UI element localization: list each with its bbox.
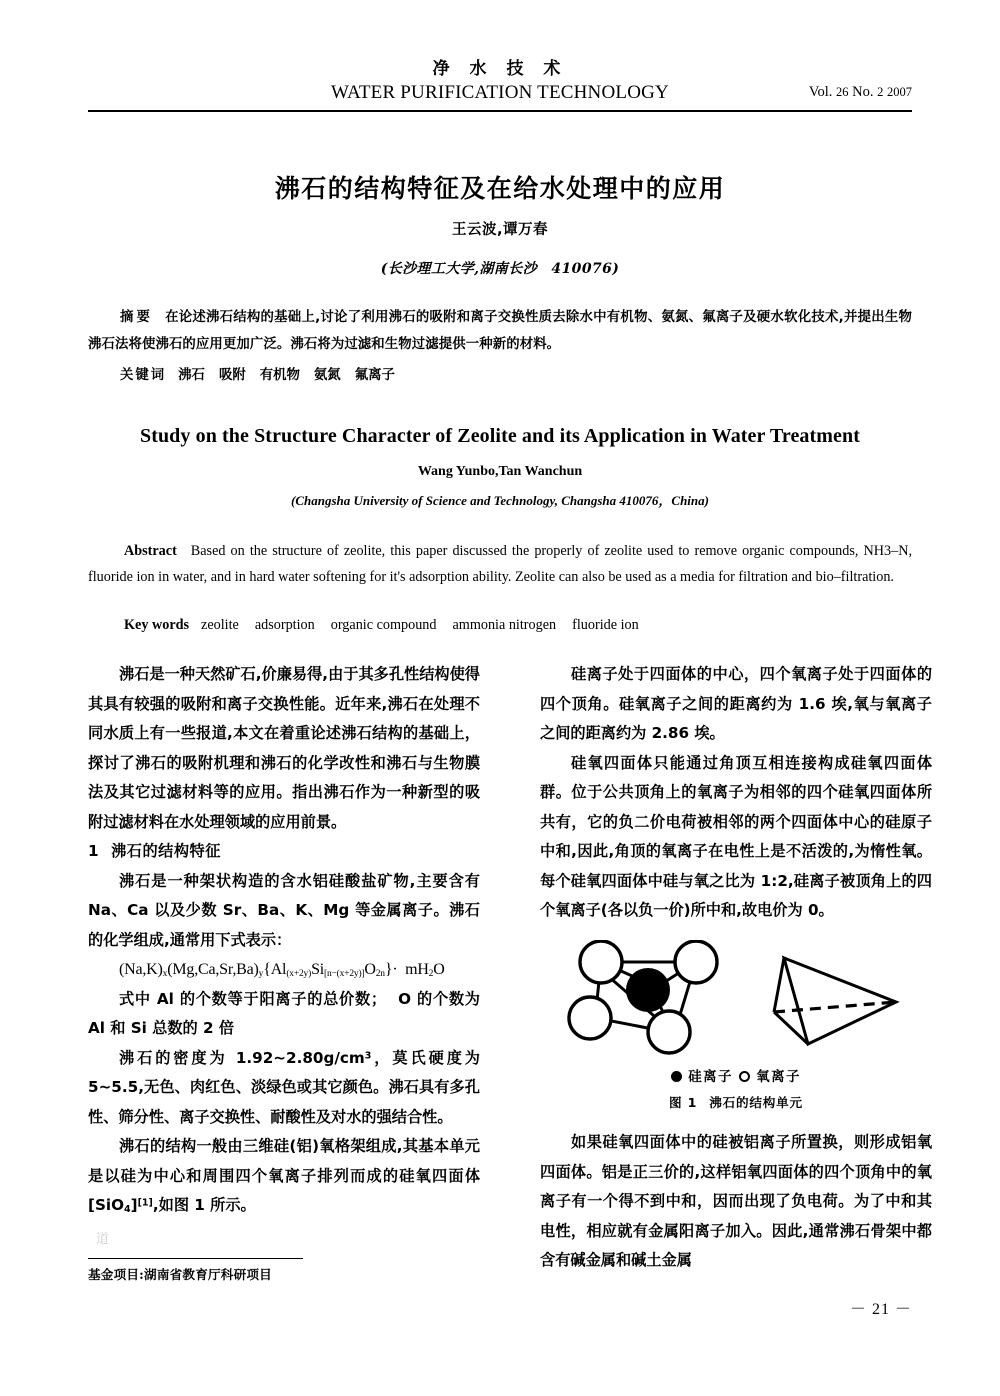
keyword-item: adsorption — [254, 617, 315, 633]
journal-name-english: WATER PURIFICATION TECHNOLOGY — [331, 82, 669, 103]
watermark-text: 道 — [96, 1232, 111, 1247]
abstract-english-label: Abstract — [124, 543, 177, 559]
abstract-english-text: Based on the structure of zeolite, this paper discussed the properly of zeolite used to remove organic compounds, NH3–N, fluoride ion in water, and in hard water softening for it's adsorption ability. Zeolite can also be used as a media for filtration and bio–filtration. — [88, 543, 912, 585]
page-number: － 21 － — [849, 1301, 912, 1318]
keyword-item: ammonia nitrogen — [452, 617, 557, 633]
footnote-divider — [88, 1258, 303, 1259]
keyword-item: zeolite — [201, 617, 239, 633]
masthead-titles — [88, 58, 912, 105]
paragraph-intro: 沸石是一种天然矿石,价廉易得,由于其多孔性结构使得其具有较强的吸附和离子交换性能。近年来,沸石在处理不同水质上有一些报道,本文在着重论述沸石结构的基础上，探讨了沸石的吸附机理和沸石的化学改性和沸石与生物膜法及其它过滤材料等的应用。指出沸石作为一种新型的吸附过滤材料在水处理领域的应用前景。 — [88, 665, 480, 831]
section-number: 1 — [88, 842, 100, 860]
keywords-english — [88, 612, 912, 638]
authors-chinese: 王云波,谭万春 — [451, 222, 548, 238]
keywords-english-label: Key words — [124, 617, 190, 633]
footnote: 基金项目:湖南省教育厅科研项目 — [88, 1267, 272, 1282]
open-circle-icon — [739, 1071, 750, 1082]
paragraph-tetrahedron-group: 硅氧四面体只能通过角顶互相连接构成硅氧四面体群。位于公共顶角上的氧离子为相邻的四个硅氧四面体所共有，它的负二价电荷被相邻的两个四面体中心的硅原子中和,因此,角顶的氧离子在电性上是不活泼的,为惰性氧。每个硅氧四面体中硅与氧之比为 1:2,硅离子被顶角上的四个氧离子(各以负一价)所中和,故电价为 0。 — [540, 753, 932, 919]
chemical-formula: $(Na,K)_x(Mg,Ca,Sr,Ba)_y\{Al_{(x+2y)}Si_{[n-(x+2y)]}O_{2n}\}\cdot mH_2O$ — [119, 961, 445, 980]
header-divider — [88, 110, 912, 112]
body-column-right-continued — [540, 1128, 932, 1276]
keyword-item: 氟离子 — [354, 368, 395, 383]
abstract-chinese — [88, 304, 912, 358]
oxygen-ion-circle — [580, 941, 622, 983]
page-title: 沸石的结构特征及在给水处理中的应用 — [274, 173, 726, 203]
issue-volume: 26 — [836, 85, 849, 99]
affiliation-english: (Changsha University of Science and Technology, Changsha 410076，China) — [291, 493, 709, 508]
legend-label-oxygen: 氧离子 — [756, 1070, 801, 1085]
figure-legend — [540, 1066, 932, 1085]
filled-circle-icon — [671, 1071, 682, 1082]
issue-no-label: No. — [852, 84, 874, 100]
abstract-chinese-label: 摘要 — [120, 310, 154, 325]
abstract-english — [88, 538, 912, 590]
authors-english: Wang Yunbo,Tan Wanchun — [417, 464, 583, 479]
keyword-item: 沸石 — [178, 368, 205, 383]
zeolite-structure-diagram — [556, 940, 916, 1060]
body-column-right — [540, 660, 932, 926]
paragraph-structure: 沸石的结构一般由三维硅(铝)氧格架组成,其基本单元是以硅为中心和周围四个氧离子排列而成的硅氧四面体[SiO$_4$][1],如图 1 所示。 — [88, 1137, 480, 1216]
issue-info — [809, 84, 912, 101]
paragraph-aluminium-substitution: 如果硅氧四面体中的硅被铝离子所置换，则形成铝氧四面体。铝是正三价的,这样铝氧四面体的四个顶角中的氧离子有一个得不到中和，因而出现了负电荷。为了中和其电性，相应就有金属阳离子加入。因此,通常沸石骨架中都含有碱金属和碱土金属 — [540, 1133, 932, 1269]
journal-name-chinese: 净 水 技 术 — [432, 59, 568, 79]
legend-label-silicon: 硅离子 — [688, 1070, 733, 1085]
paragraph-tetrahedron-center: 硅离子处于四面体的中心，四个氧离子处于四面体的四个顶角。硅氧离子之间的距离约为 1.6 埃,氧与氧离子之间的距离约为 2.86 埃。 — [540, 665, 932, 742]
section-heading — [88, 837, 480, 867]
keyword-item: organic compound — [330, 617, 437, 633]
issue-vol-label: Vol. — [808, 84, 833, 100]
oxygen-ion-circle — [569, 997, 611, 1039]
figure-1 — [540, 940, 932, 1111]
issue-number: 2 — [877, 85, 884, 99]
paragraph-density: 沸石的密度为 $1.92\sim 2.80g/cm^3$，莫氏硬度为 5~5.5,无色、肉红色、淡绿色或其它颜色。沸石具有多孔性、筛分性、离子交换性、耐酸性及对水的强结合性。 — [88, 1048, 480, 1126]
abstract-chinese-text: 在论述沸石结构的基础上,讨论了利用沸石的吸附和离子交换性质去除水中有机物、氨氮、氟离子及硬水软化技术,并提出生物沸石法将使沸石的应用更加广泛。沸石将为过滤和生物过滤提供一种新的材料。 — [88, 310, 912, 352]
oxygen-ion-circle — [648, 1011, 690, 1053]
silicon-ion-circle — [626, 968, 670, 1012]
paragraph-composition: 沸石是一种架状构造的含水铝硅酸盐矿物,主要含有 Na、Ca 以及少数 Sr、Ba、K、Mg 等金属离子。沸石的化学组成,通常用下式表示： — [88, 871, 480, 949]
section-title: 沸石的结构特征 — [111, 842, 221, 860]
keywords-chinese-label: 关键词 — [120, 368, 167, 383]
figure-caption-number: 图 1 — [669, 1095, 698, 1110]
masthead — [88, 58, 912, 105]
oxygen-ion-circle — [675, 941, 717, 983]
figure-caption — [540, 1092, 932, 1111]
keyword-item: 氨氮 — [313, 368, 341, 383]
page-title-english: Study on the Structure Character of Zeolite and its Application in Water Treatment — [139, 424, 861, 447]
affiliation-chinese: (长沙理工大学,湖南长沙 410076) — [380, 261, 620, 277]
paragraph-formula-note: 式中 Al 的个数等于阳离子的总价数； O 的个数为 Al 和 Si 总数的 2 倍 — [88, 989, 480, 1037]
figure-caption-text: 沸石的结构单元 — [709, 1095, 803, 1110]
keyword-item: 有机物 — [259, 368, 300, 383]
keyword-item: fluoride ion — [572, 617, 639, 633]
keyword-item: 吸附 — [218, 368, 246, 383]
issue-year: 2007 — [887, 85, 912, 99]
tetrahedron-wireframe — [774, 958, 896, 1044]
body-column-left — [88, 660, 480, 1221]
keywords-chinese — [88, 362, 912, 389]
